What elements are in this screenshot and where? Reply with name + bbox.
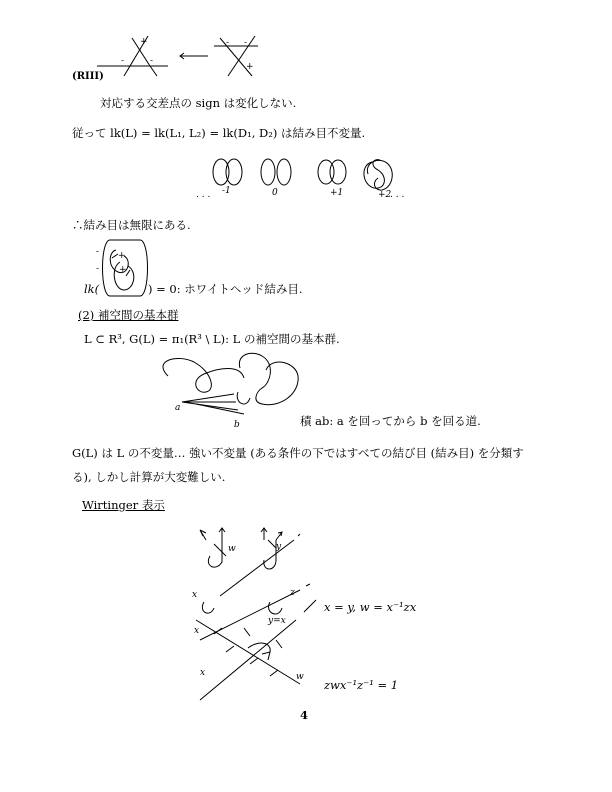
linking-ellipsis: . . . [390, 190, 405, 200]
riii-sentence: 対応する交差点の sign は変化しない. [100, 96, 297, 110]
wirtinger-loop [202, 602, 214, 613]
loops-caption: 積 ab: a を回ってから b を回る道. [300, 414, 481, 428]
whitehead-sign: + [119, 265, 127, 275]
riii-sign: - [226, 38, 230, 48]
wirtinger-strand [200, 600, 316, 700]
section2-heading: (2) 補空間の基本群 [78, 308, 179, 322]
wirtinger-heading: Wirtinger 表示 [82, 498, 165, 512]
riii-sign: + [140, 37, 148, 47]
riii-sign: - [150, 56, 154, 66]
wirtinger-label: w [228, 544, 236, 554]
linking-value: 0 [272, 188, 278, 198]
section2-definition: L ⊂ R³, G(L) = π₁(R³ \ L): L の補空間の基本群. [84, 332, 340, 346]
invariant-line-2: る), しかし計算が大変難しい. [72, 470, 226, 484]
wirtinger-strand [268, 540, 276, 548]
linking-value: +2 [378, 190, 392, 200]
wirtinger-label: x [200, 668, 206, 678]
wirtinger-arrow [219, 528, 225, 540]
page-number: 4 [300, 708, 309, 722]
whitehead-sign: + [118, 251, 126, 261]
infinite-sentence: ∴結み目は無限にある. [72, 218, 191, 232]
riii-sign: - [244, 38, 248, 48]
loop-label-b: b [234, 420, 240, 430]
whitehead-sign: - [96, 247, 100, 257]
loop-label-a: a [175, 403, 181, 413]
wirtinger-label: w [296, 672, 304, 682]
wirtinger-strand [214, 544, 226, 556]
linking-value: -1 [222, 186, 231, 196]
wirtinger-loop [269, 602, 282, 614]
whitehead-sign: - [96, 264, 100, 274]
linking-value: +1 [330, 188, 344, 198]
wirtinger-label: z [290, 588, 295, 598]
wirtinger-label: x [194, 626, 200, 636]
riii-label: (RIII) [72, 71, 104, 82]
wirtinger-loop [208, 540, 222, 567]
wirtinger-label: y=x [268, 616, 286, 626]
linking-ellipsis: . . . [196, 190, 211, 200]
wirtinger-arrow [261, 528, 267, 540]
wirtinger-arrow [200, 530, 206, 540]
wirtinger-relation-2: zwx⁻¹z⁻¹ = 1 [324, 678, 399, 692]
wirtinger-label: y [276, 542, 282, 552]
riii-sign: - [121, 56, 125, 66]
wirtinger-label: x [192, 590, 198, 600]
wirtinger-relation-1: x = y, w = x⁻¹zx [324, 600, 417, 614]
whitehead-prefix: lk( [84, 282, 100, 296]
riii-sign: + [246, 62, 254, 72]
whitehead-suffix: ) = 0: ホワイトヘッド結み目. [148, 282, 303, 296]
linking-sentence: 従って lk(L) = lk(L₁, L₂) = lk(D₁, D₂) は結み目不変量. [72, 126, 366, 140]
invariant-line-1: G(L) は L の不変量… 強い不変量 (ある条件の下ではすべての結び目 (結み目) を分類す [72, 446, 524, 460]
wirtinger-arrow [276, 532, 282, 540]
